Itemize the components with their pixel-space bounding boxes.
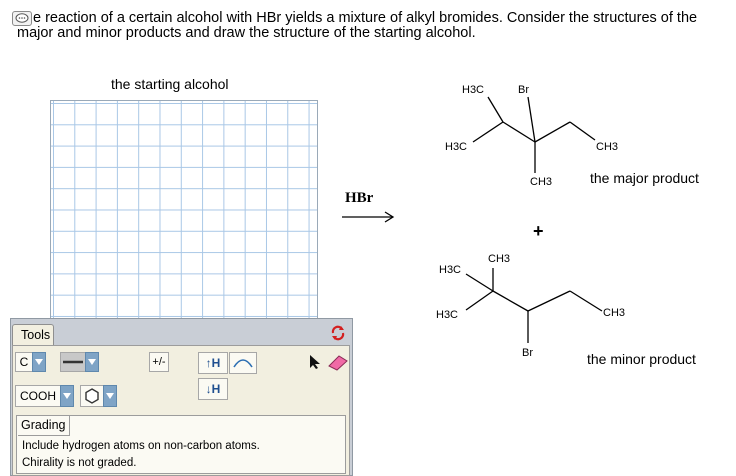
grading-note-chirality: Chirality is not graded. (22, 457, 137, 469)
grading-note-hydrogens: Include hydrogen atoms on non-carbon atoms. (22, 440, 260, 452)
major-atom-ch3-bottom: CH3 (530, 176, 553, 188)
element-select[interactable]: C (15, 352, 33, 372)
question-text-line-2: major and minor products and draw the structure of the starting alcohol. (17, 25, 476, 41)
chevron-down-icon (106, 393, 114, 399)
drawing-canvas[interactable] (50, 100, 318, 326)
major-atom-h3c-top: H3C (462, 84, 485, 96)
group-select-dropdown-arrow[interactable] (60, 385, 74, 407)
drawing-area-title: the starting alcohol (111, 76, 229, 92)
minor-product-structure (430, 248, 630, 363)
arc-button[interactable] (229, 352, 257, 374)
question-text-line-1: e reaction of a certain alcohol with HBr yields a mixture of alkyl bromides. Consider the structures of the (33, 10, 698, 26)
minor-atom-ch3-top: CH3 (488, 253, 511, 265)
minor-product-label: the minor product (587, 351, 696, 367)
reagent-label: HBr (345, 190, 374, 206)
minor-atom-ch3-right: CH3 (603, 307, 626, 319)
bond-line-icon (63, 360, 83, 364)
arc-icon (232, 357, 254, 369)
remove-hydrogen-button[interactable]: ↓H (198, 378, 228, 400)
ring-select[interactable] (80, 385, 104, 407)
eraser-icon[interactable] (326, 353, 350, 376)
charge-button[interactable]: +/- (149, 352, 169, 372)
refresh-icon[interactable] (330, 325, 346, 346)
minor-atom-br: Br (522, 347, 533, 359)
reaction-arrow-icon (340, 210, 396, 224)
bond-select-dropdown-arrow[interactable] (85, 352, 99, 372)
add-hydrogen-button[interactable]: ↑H (198, 352, 228, 374)
element-select-dropdown-arrow[interactable] (32, 352, 46, 372)
comment-bubble-icon[interactable] (12, 11, 32, 26)
plus-sign: + (533, 221, 544, 241)
hexagon-icon (84, 388, 100, 404)
grading-tab: Grading (18, 416, 70, 436)
select-arrow-icon[interactable] (308, 354, 322, 375)
major-atom-h3c-left: H3C (445, 141, 468, 153)
minor-atom-h3c-upper: H3C (439, 264, 462, 276)
tools-tab[interactable]: Tools (12, 324, 54, 346)
group-select[interactable]: COOH (15, 385, 61, 407)
chevron-down-icon (63, 393, 71, 399)
bond-select[interactable] (60, 352, 86, 372)
chevron-down-icon (88, 359, 96, 365)
major-atom-ch3-right: CH3 (596, 141, 619, 153)
ring-select-dropdown-arrow[interactable] (103, 385, 117, 407)
chevron-down-icon (35, 359, 43, 365)
major-atom-br: Br (518, 84, 529, 96)
minor-atom-h3c-lower: H3C (436, 309, 459, 321)
major-product-label: the major product (590, 170, 699, 186)
